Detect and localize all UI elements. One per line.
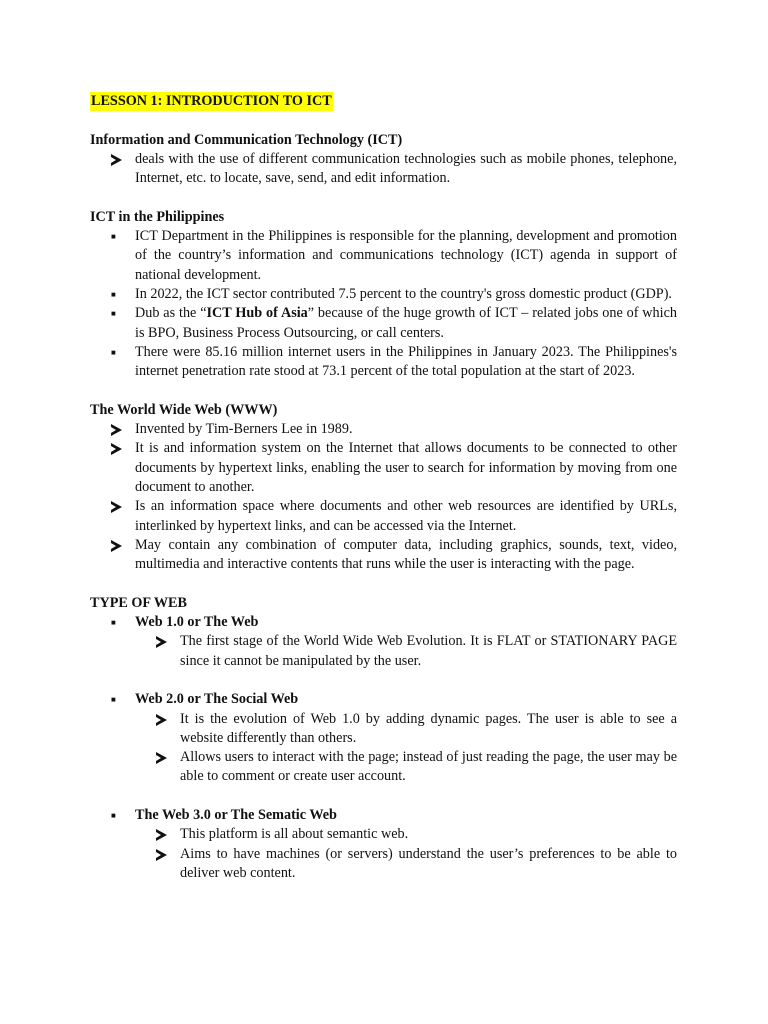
arrow-bullet-icon (111, 497, 122, 518)
ph-list (90, 227, 677, 381)
list-item: The first stage of the World Wide Web Evolution. It is FLAT or STATIONARY PAGE since it cannot be manipulated by the user. (90, 632, 677, 671)
web1-title: ■ Web 1.0 or The Web (90, 613, 677, 632)
arrow-bullet-icon (111, 150, 122, 171)
types-heading: TYPE OF WEB (90, 594, 187, 611)
square-bullet-icon: ■ (111, 309, 116, 319)
lesson-title: LESSON 1: INTRODUCTION TO ICT (90, 92, 333, 111)
arrow-bullet-icon (156, 748, 167, 769)
ict-list (90, 150, 677, 189)
web2-title: ■ Web 2.0 or The Social Web (90, 690, 677, 709)
list-item: deals with the use of different communication technologies such as mobile phones, telephone, Internet, etc. to locate, save, send, and edit information. (90, 150, 677, 189)
www-list (90, 420, 677, 574)
list-item: ■ ICT Department in the Philippines is responsible for the planning, development and promotion of the country’s information and communications technology (ICT) agenda in support of national development. (111, 228, 677, 283)
ict-heading: Information and Communication Technology (ICT) (90, 131, 403, 148)
arrow-bullet-icon (156, 845, 167, 866)
list-item: ■ There were 85.16 million internet users in the Philippines in January 2023. The Philippines's internet penetration rate stood at 73.1 percent of the total population at the start of 2023. (111, 343, 677, 380)
types-list-3 (90, 806, 677, 825)
list-item: ■ In 2022, the ICT sector contributed 7.5 percent to the country's gross domestic product (GDP). (90, 285, 677, 304)
ph-heading: ICT in the Philippines (90, 208, 225, 225)
list-item: Is an information space where documents and other web resources are identified by URLs, interlinked by hypertext links, and can be accessed via the Internet. (90, 497, 677, 536)
web2-list (90, 710, 677, 787)
arrow-bullet-icon (111, 439, 122, 460)
list-item: It is and information system on the Internet that allows documents to be connected to other documents by hypertext links, enabling the user to search for information by moving from one document to another. (90, 439, 677, 497)
list-item: This platform is all about semantic web. (90, 825, 677, 844)
square-bullet-icon: ■ (111, 232, 116, 242)
types-list-2 (90, 690, 677, 709)
web3-list (90, 825, 677, 883)
square-bullet-icon: ■ (111, 347, 116, 357)
web1-list (90, 632, 677, 671)
web3-title: ■ The Web 3.0 or The Sematic Web (90, 806, 677, 825)
list-item: May contain any combination of computer data, including graphics, sounds, text, video, multimedia and interactive contents that runs while the user is interacting with the page. (90, 536, 677, 575)
square-bullet-icon: ■ (111, 695, 116, 705)
arrow-bullet-icon (156, 632, 167, 653)
arrow-bullet-icon (156, 825, 167, 846)
www-heading: The World Wide Web (WWW) (90, 401, 278, 418)
arrow-bullet-icon (111, 420, 122, 441)
arrow-bullet-icon (156, 710, 167, 731)
ict-hub-emphasis: ICT Hub of Asia (206, 305, 308, 322)
list-item: ■ Dub as the “ICT Hub of Asia” because of the huge growth of ICT – related jobs one of which is BPO, Business Process Outsourcing, or call centers. (111, 305, 677, 341)
document-page (90, 92, 677, 883)
list-item: Aims to have machines (or servers) understand the user’s preferences to be able to deliver web content. (90, 845, 677, 884)
list-item: Allows users to interact with the page; instead of just reading the page, the user may be able to comment or create user account. (90, 748, 677, 787)
arrow-bullet-icon (111, 536, 122, 557)
square-bullet-icon: ■ (111, 618, 116, 628)
list-item: Invented by Tim-Berners Lee in 1989. (90, 420, 677, 439)
square-bullet-icon: ■ (111, 810, 116, 820)
list-item: It is the evolution of Web 1.0 by adding dynamic pages. The user is able to see a website differently than others. (90, 710, 677, 749)
types-list (90, 613, 677, 632)
square-bullet-icon: ■ (111, 289, 116, 299)
